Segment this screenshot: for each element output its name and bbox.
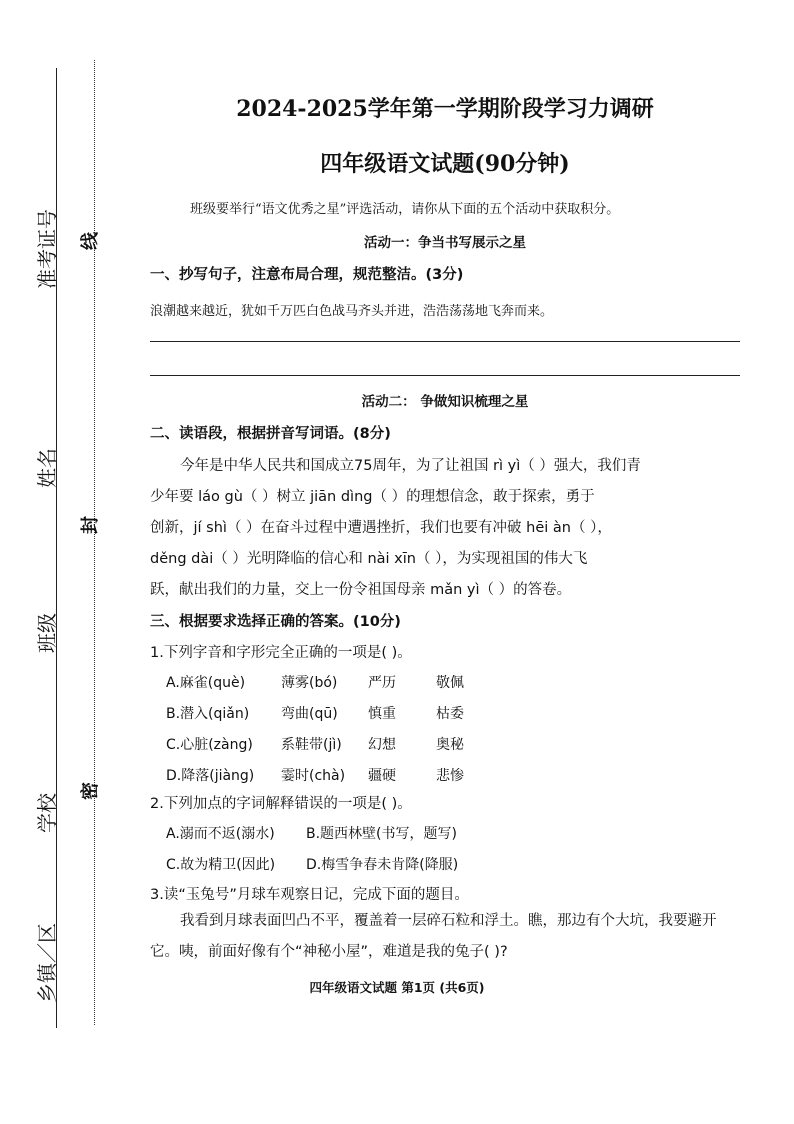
option-row[interactable]: [150, 759, 740, 790]
exam-intro: 班级要举行“语文优秀之星”评选活动，请你从下面的五个活动中获取积分。: [190, 202, 620, 217]
exam-subtitle: 四年级语文试题(90分钟): [320, 151, 570, 177]
option-row[interactable]: [150, 817, 740, 848]
seal-mark-mi: 密: [80, 782, 101, 800]
question-3-2-options: [150, 817, 740, 879]
class-label: 班级: [35, 613, 59, 653]
option-row[interactable]: [150, 697, 740, 728]
option-cell: B.潜入(qiǎn): [166, 705, 250, 722]
option-cell: D.降落(jiàng): [166, 767, 255, 784]
option-cell: 霎时(chà): [281, 767, 346, 784]
option-cell: 薄雾(bó): [281, 674, 338, 691]
option-cell: A.溺而不返(溺水): [166, 825, 275, 842]
option-cell: D.梅雪争春未肯降(降服): [306, 856, 459, 873]
passage-line: 跃，献出我们的力量，交上一份令祖国母亲 mǎn yì（ ）的答卷。: [150, 582, 572, 598]
writing-line-1[interactable]: [150, 341, 740, 342]
option-cell: 慎重: [368, 705, 396, 722]
copy-sentence: 浪潮越来越近，犹如千万匹白色战马齐头并进，浩浩荡荡地飞奔而来。: [150, 304, 554, 319]
question-3-3-text: 我看到月球表面凹凸不平，覆盖着一层碎石粒和浮土。瞧，那边有个大坑，我要避开它。咦，前面好像有个“神秘小屋”，难道是我的兔子( )?: [150, 913, 717, 960]
option-cell: 枯委: [436, 705, 464, 722]
option-cell: 幻想: [368, 736, 396, 753]
passage-line: děng dài（ ）光明降临的信心和 nài xīn（ ），为实现祖国的伟大飞: [150, 551, 588, 567]
option-cell: C.故为精卫(因此): [166, 856, 276, 873]
question-1-heading: 一、抄写句子，注意布局合理，规范整洁。(3分): [150, 267, 464, 283]
option-cell: 系鞋带(jì): [281, 736, 342, 753]
question-3-3: 3.读“玉兔号”月球车观察日记，完成下面的题目。: [150, 887, 469, 903]
option-row[interactable]: [150, 666, 740, 697]
seal-mark-line: 线: [80, 232, 101, 250]
seal-dotted-line: [94, 60, 95, 1025]
name-label: 姓名: [35, 448, 59, 488]
activity-2-title: 活动二： 争做知识梳理之星: [361, 394, 529, 410]
activity-1-title: 活动一：争当书写展示之星: [364, 235, 526, 251]
passage-line: 少年要 láo gù（ ）树立 jiān dìng（ ）的理想信念，敢于探索，勇于: [150, 489, 595, 505]
option-row[interactable]: [150, 728, 740, 759]
passage-line: 今年是中华人民共和国成立75周年，为了让祖国 rì yì（ ）强大，我们青: [180, 458, 641, 474]
school-label: 学校: [35, 793, 59, 833]
option-cell: 弯曲(qū): [281, 705, 338, 722]
option-row[interactable]: [150, 848, 740, 879]
option-cell: 疆硬: [368, 767, 396, 784]
option-cell: 严历: [368, 674, 396, 691]
question-2-heading: 二、读语段，根据拼音写词语。(8分): [150, 426, 391, 442]
exam-title: 2024-2025学年第一学期阶段学习力调研: [236, 96, 654, 122]
passage-line: 创新，jí shì（ ）在奋斗过程中遭遇挫折，我们也要有冲破 hēi àn（ ），: [150, 520, 612, 536]
option-cell: C.心脏(zàng): [166, 736, 253, 753]
exam-content: [150, 92, 740, 968]
seal-mark-feng: 封: [80, 516, 101, 534]
question-3-1-options: [150, 666, 740, 790]
option-cell: 敬佩: [436, 674, 464, 691]
option-cell: A.麻雀(què): [166, 674, 246, 691]
question-3-1: 1.下列字音和字形完全正确的一项是( )。: [150, 645, 412, 661]
writing-line-2[interactable]: [150, 375, 740, 376]
page-footer: 四年级语文试题 第1页 (共6页): [309, 980, 485, 995]
exam-number-label: 准考证号: [35, 209, 59, 289]
question-3-2: 2.下列加点的字词解释错误的一项是( )。: [150, 796, 412, 812]
option-cell: B.题西林壁(书写，题写): [306, 825, 457, 842]
pinyin-passage: [150, 451, 740, 606]
option-cell: 奥秘: [436, 736, 464, 753]
question-3-heading: 三、根据要求选择正确的答案。(10分): [150, 614, 401, 630]
district-label: 乡镇／区: [35, 923, 59, 1003]
option-cell: 悲惨: [436, 767, 464, 784]
